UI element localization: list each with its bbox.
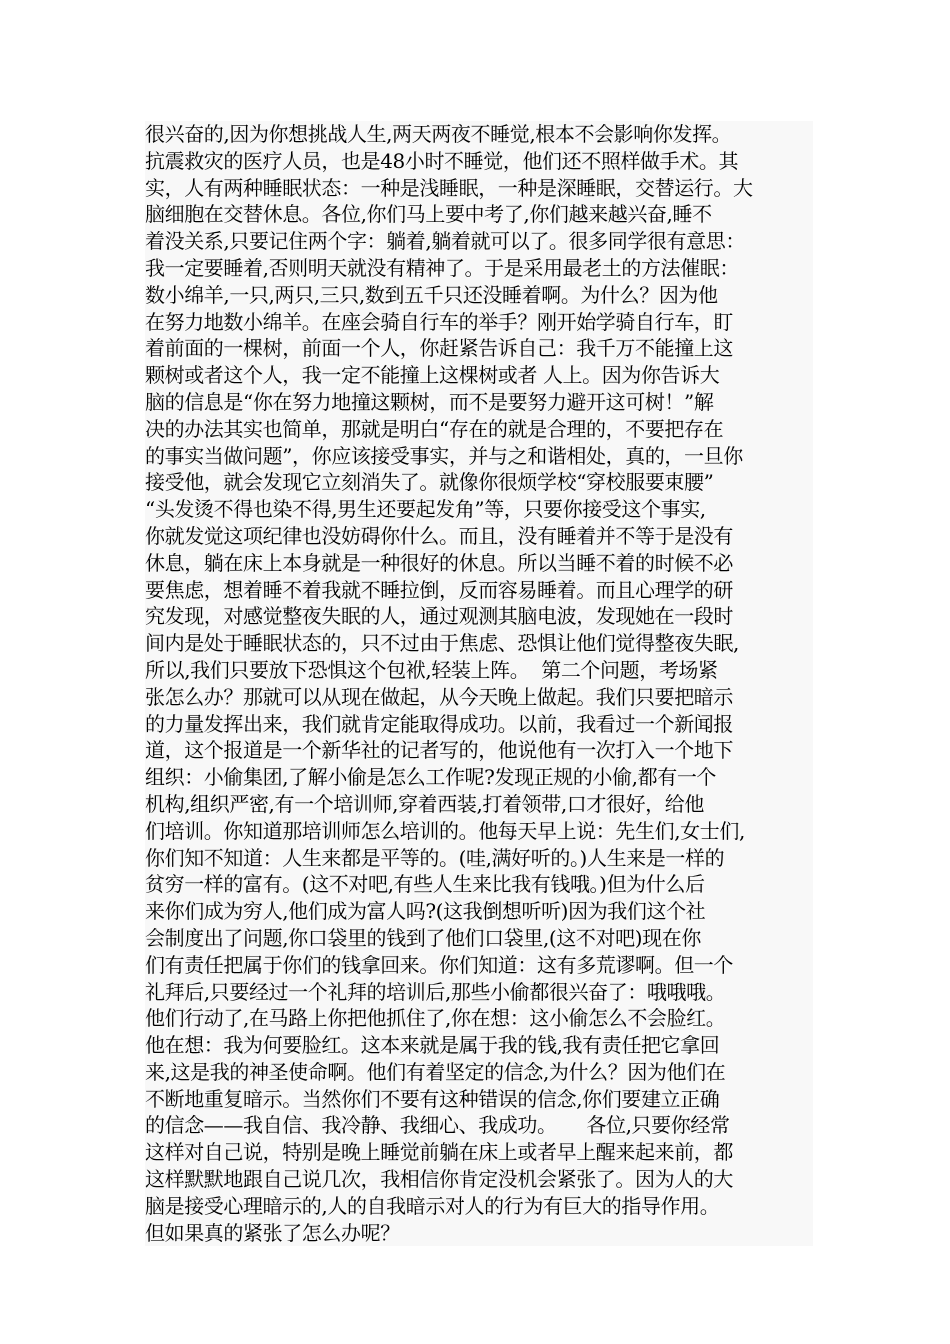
text-line: 的事实当做问题”，你应该接受事实，并与之和谐相处，真的，一旦你 [145,443,743,468]
text-line: 数小绵羊,一只,两只,三只,数到五千只还没睡着啊。为什么？因为他 [145,282,718,307]
text-line: 这样对自己说，特别是晚上睡觉前躺在床上或者早上醒来起来前，都 [145,1140,733,1165]
text-line: 机构,组织严密,有一个培训师,穿着西装,打着领带,口才很好，给他 [145,791,704,816]
text-line: 接受他，就会发现它立刻消失了。就像你很烦学校“穿校服要束腰” [145,470,714,495]
text-line: 他在想：我为何要脸红。这本来就是属于我的钱,我有责任把它拿回 [145,1033,720,1058]
text-line: 贫穷一样的富有。(这不对吧,有些人生来比我有钱哦。)但为什么后 [145,872,705,897]
text-line: 这样默默地跟自己说几次，我相信你肯定没机会紧张了。因为人的大 [145,1167,733,1192]
text-line: 我一定要睡着,否则明天就没有精神了。于是采用最老土的方法催眠： [145,255,739,280]
text-line: 组织：小偷集团,了解小偷是怎么工作呢?发现正规的小偷,都有一个 [145,765,717,790]
text-line: “头发烫不得也染不得,男生还要起发角”等，只要你接受这个事实, [145,497,706,522]
text-line: 决的办法其实也简单，那就是明白“存在的就是合理的，不要把存在 [145,416,724,441]
text-line: 颗树或者这个人，我一定不能撞上这棵树或者 人上。因为你告诉大 [145,363,720,388]
text-line: 脑是接受心理暗示的,人的自我暗示对人的行为有巨大的指导作用。 [145,1193,720,1218]
text-line: 在努力地数小绵羊。在座会骑自行车的举手？刚开始学骑自行车，盯 [145,309,733,334]
text-line: 张怎么办？那就可以从现在做起，从今天晚上做起。我们只要把暗示 [145,684,733,709]
text-line: 实，人有两种睡眠状态：一种是浅睡眠，一种是深睡眠，交替运行。大 [145,175,753,200]
text-line: 们培训。你知道那培训师怎么培训的。他每天早上说：先生们,女士们, [145,818,745,843]
text-line: 不断地重复暗示。当然你们不要有这种错误的信念,你们要建立正确 [145,1086,720,1111]
text-line: 但如果真的紧张了怎么办呢？ [145,1220,400,1245]
text-line: 道，这个报道是一个新华社的记者写的，他说他有一次打入一个地下 [145,738,733,763]
text-line: 礼拜后,只要经过一个礼拜的培训后,那些小偷都很兴奋了：哦哦哦。 [145,979,726,1004]
text-line: 着前面的一棵树，前面一个人，你赶紧告诉自己：我千万不能撞上这 [145,336,733,361]
text-line: 来,这是我的神圣使命啊。他们有着坚定的信念,为什么？因为他们在 [145,1059,726,1084]
text-line: 着没关系,只要记住两个字：躺着,躺着就可以了。很多同学很有意思： [145,229,745,254]
text-line: 休息，躺在床上本身就是一种很好的休息。所以当睡不着的时候不必 [145,550,733,575]
text-line: 脑的信息是“你在努力地撞这颗树，而不是要努力避开这可树！”解 [145,389,714,414]
text-line: 们有责任把属于你们的钱拿回来。你们知道：这有多荒谬啊。但一个 [145,952,733,977]
text-line: 的力量发挥出来，我们就肯定能取得成功。以前，我看过一个新闻报 [145,711,733,736]
text-line: 很兴奋的,因为你想挑战人生,两天两夜不睡觉,根本不会影响你发挥。 [145,122,732,146]
text-line: 你就发觉这项纪律也没妨碍你什么。而且，没有睡着并不等于是没有 [145,523,733,548]
text-line: 抗震救灾的医疗人员，也是48小时不睡觉，他们还不照样做手术。其 [145,148,739,173]
text-line: 你们知不知道：人生来都是平等的。(哇,满好听的。)人生来是一样的 [145,845,725,870]
text-line: 他们行动了,在马路上你把他抓住了,你在想：这小偷怎么不会脸红。 [145,1006,726,1031]
text-line: 会制度出了问题,你口袋里的钱到了他们口袋里,(这不对吧)现在你 [145,925,701,950]
text-line: 要焦虑，想着睡不着我就不睡拉倒，反而容易睡着。而且心理学的研 [145,577,733,602]
text-line: 间内是处于睡眠状态的，只不过由于焦虑、恐惧让他们觉得整夜失眠, [145,631,739,656]
text-line: 脑细胞在交替休息。各位,你们马上要中考了,你们越来越兴奋,睡不 [145,202,712,227]
text-line: 究发现，对感觉整夜失眠的人，通过观测其脑电波，发现她在一段时 [145,604,733,629]
text-line: 的信念——我自信、我冷静、我细心、我成功。 各位,只要你经常 [145,1113,730,1138]
text-line: 来你们成为穷人,他们成为富人吗?(这我倒想听听)因为我们这个社 [145,899,706,924]
text-line: 所以,我们只要放下恐惧这个包袱,轻装上阵。 第二个问题，考场紧 [145,657,718,682]
body-text [145,121,813,1246]
